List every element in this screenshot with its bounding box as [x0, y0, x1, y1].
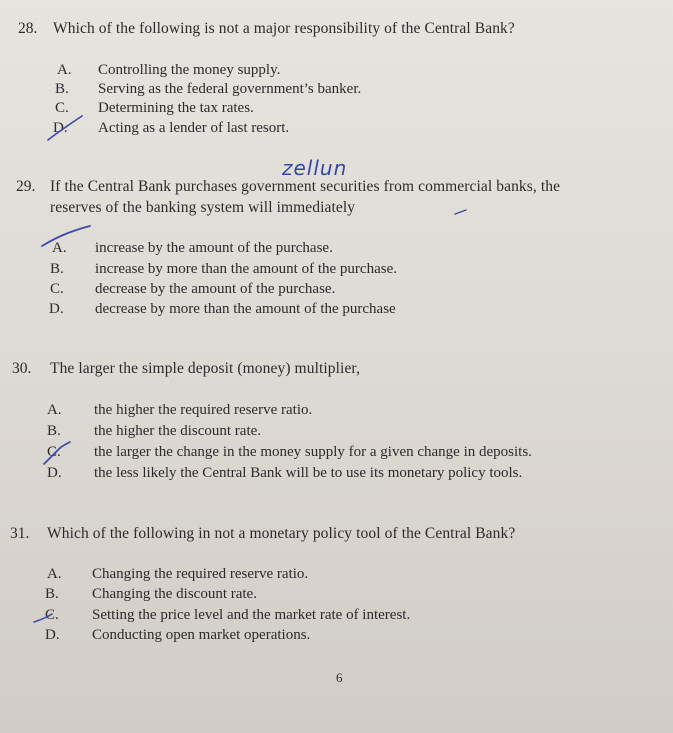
question-number: 30. [12, 360, 32, 377]
question-text: reserves of the banking system will immediately [50, 199, 356, 216]
option-text: Serving as the federal government’s banker. [98, 81, 362, 97]
option-letter: D. [53, 120, 68, 136]
option-text: decrease by the amount of the purchase. [95, 281, 336, 297]
question-number: 31. [10, 525, 30, 542]
handwritten-note: zellun [282, 156, 348, 180]
option-letter: B. [50, 261, 64, 277]
option-text: Changing the required reserve ratio. [92, 566, 309, 582]
option-letter: A. [52, 240, 67, 256]
option-text: the less likely the Central Bank will be to use its monetary policy tools. [94, 465, 523, 481]
option-text: the higher the discount rate. [94, 423, 262, 439]
option-letter: A. [47, 566, 62, 582]
option-letter: B. [47, 423, 61, 439]
option-letter: A. [47, 402, 62, 418]
option-text: Changing the discount rate. [92, 586, 257, 602]
option-letter: B. [45, 586, 59, 602]
option-text: Setting the price level and the market rate of interest. [92, 607, 411, 623]
question-number: 28. [18, 20, 38, 37]
option-text: increase by the amount of the purchase. [95, 240, 333, 256]
option-text: Controlling the money supply. [98, 62, 281, 78]
option-letter: C. [47, 444, 61, 460]
option-letter: B. [55, 81, 69, 97]
option-letter: D. [49, 301, 64, 317]
option-letter: C. [50, 281, 64, 297]
option-text: the larger the change in the money supply for a given change in deposits. [94, 444, 532, 460]
stray-tick [455, 210, 466, 214]
option-text: decrease by more than the amount of the purchase [95, 301, 396, 317]
question-number: 29. [16, 178, 36, 195]
option-letter: C. [45, 607, 59, 623]
page-number: 6 [336, 670, 343, 685]
option-letter: D. [47, 465, 62, 481]
option-text: Determining the tax rates. [98, 100, 254, 116]
question-text: The larger the simple deposit (money) multiplier, [50, 360, 361, 377]
option-text: the higher the required reserve ratio. [94, 402, 313, 418]
option-text: increase by more than the amount of the purchase. [95, 261, 397, 277]
option-text: Acting as a lender of last resort. [98, 120, 290, 136]
option-letter: C. [55, 100, 69, 116]
question-text: Which of the following is not a major responsibility of the Central Bank? [53, 20, 515, 37]
option-letter: A. [57, 62, 72, 78]
question-text: Which of the following in not a monetary policy tool of the Central Bank? [47, 525, 516, 542]
question-text: If the Central Bank purchases government securities from commercial banks, the [50, 178, 561, 195]
option-text: Conducting open market operations. [92, 627, 311, 643]
option-letter: D. [45, 627, 60, 643]
